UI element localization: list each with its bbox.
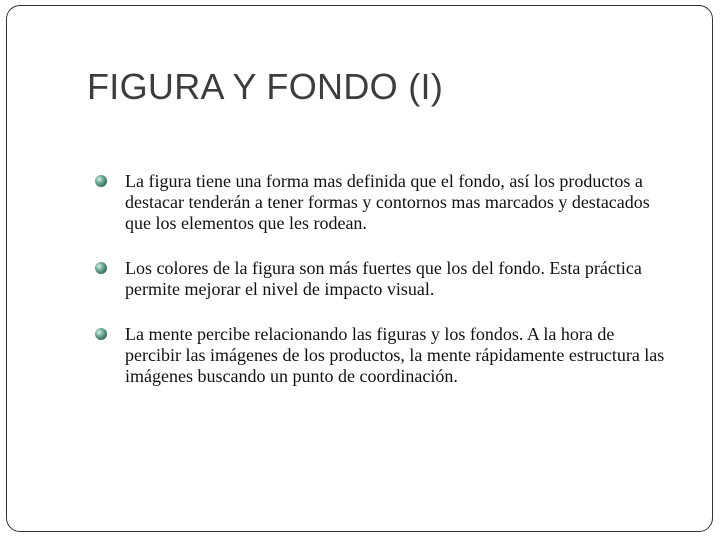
slide-frame (6, 5, 713, 532)
bullet-text: La figura tiene una forma mas definida que el fondo, así los productos a destacar tenderán a tener formas y contornos mas marcados y destacados que los elementos que les rodean. (125, 171, 650, 233)
bullet-icon (95, 328, 107, 340)
slide-title: FIGURA Y FONDO (I) (87, 66, 444, 107)
bullet-text: Los colores de la figura son más fuertes que los del fondo. Esta práctica permite mejorar el nivel de impacto visual. (125, 258, 642, 299)
bullet-item (95, 324, 665, 387)
bullet-icon (95, 262, 107, 274)
bullet-list (95, 171, 665, 411)
bullet-item (95, 171, 665, 234)
bullet-text: La mente percibe relacionando las figuras y los fondos. A la hora de percibir las imágenes de los productos, la mente rápidamente estructura las imágenes buscando un punto de coordinación. (125, 324, 665, 386)
bullet-item (95, 258, 665, 300)
bullet-icon (95, 175, 107, 187)
